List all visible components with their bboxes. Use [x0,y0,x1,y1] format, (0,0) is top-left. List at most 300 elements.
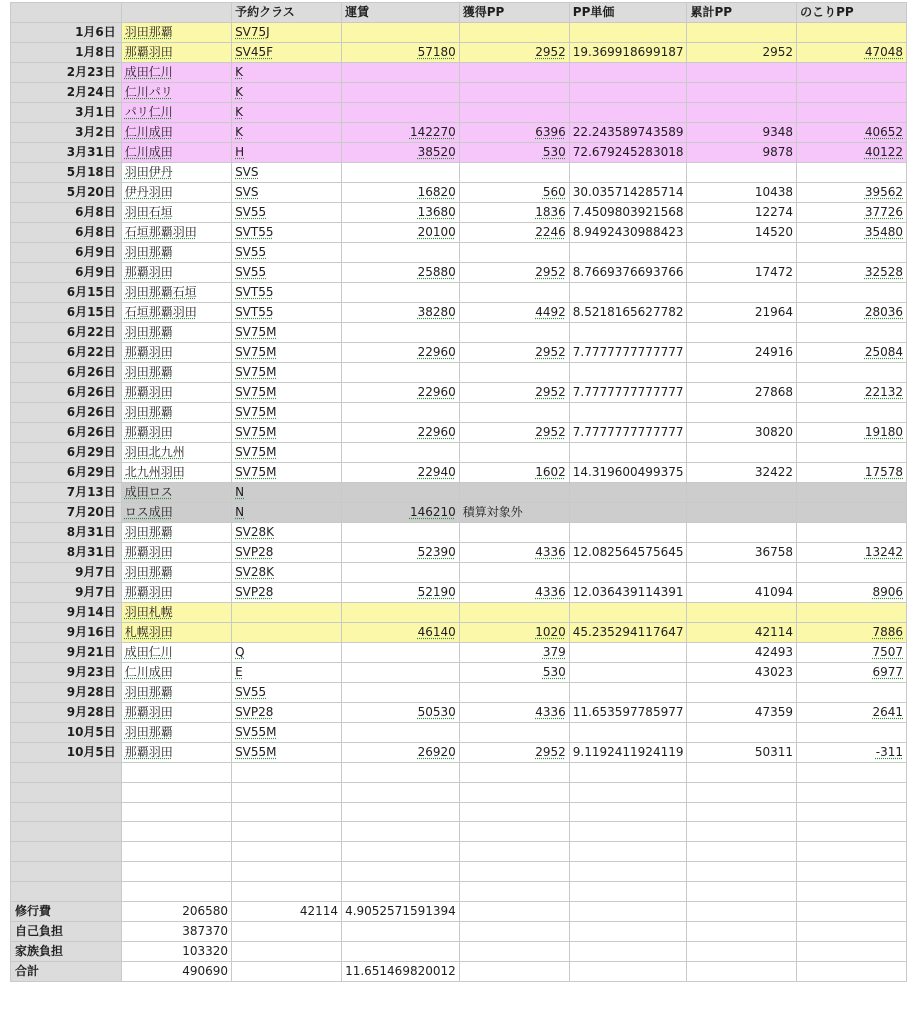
remaining-pp-cell[interactable]: -311 [797,743,907,763]
empty-cell[interactable] [342,782,460,802]
empty-cell[interactable] [232,802,342,822]
date-cell[interactable]: 2月23日 [11,63,122,83]
pp-cell[interactable]: 2952 [459,43,569,63]
pp-unit-cell[interactable]: 30.035714285714 [569,183,687,203]
class-cell[interactable]: SVP28 [232,583,342,603]
route-cell[interactable]: 伊丹羽田 [121,183,231,203]
date-cell[interactable]: 10月5日 [11,743,122,763]
cumulative-pp-cell[interactable] [687,603,797,623]
cumulative-pp-cell[interactable] [687,363,797,383]
remaining-pp-cell[interactable] [797,83,907,103]
date-cell[interactable]: 6月22日 [11,323,122,343]
route-cell[interactable]: 羽田那覇 [121,23,231,43]
empty-cell[interactable] [342,881,460,901]
empty-cell[interactable] [459,941,569,961]
cumulative-pp-cell[interactable]: 50311 [687,743,797,763]
summary-value[interactable] [232,941,342,961]
pp-cell[interactable]: 積算対象外 [459,503,569,523]
fare-cell[interactable] [342,403,460,423]
remaining-pp-cell[interactable]: 35480 [797,223,907,243]
empty-cell[interactable] [687,861,797,881]
empty-cell[interactable] [232,782,342,802]
cumulative-pp-cell[interactable]: 47359 [687,703,797,723]
pp-unit-cell[interactable]: 22.243589743589 [569,123,687,143]
date-cell[interactable]: 10月5日 [11,723,122,743]
cumulative-pp-cell[interactable]: 24916 [687,343,797,363]
pp-unit-cell[interactable]: 7.7777777777777 [569,383,687,403]
fare-cell[interactable]: 13680 [342,203,460,223]
empty-cell[interactable] [232,881,342,901]
date-cell[interactable]: 5月20日 [11,183,122,203]
empty-cell[interactable] [11,842,122,862]
pp-unit-cell[interactable] [569,483,687,503]
pp-cell[interactable]: 4336 [459,543,569,563]
summary-value[interactable]: 490690 [121,961,231,981]
date-cell[interactable]: 7月13日 [11,483,122,503]
pp-cell[interactable]: 2952 [459,263,569,283]
remaining-pp-cell[interactable]: 13242 [797,543,907,563]
class-cell[interactable]: SV55 [232,683,342,703]
date-cell[interactable]: 6月26日 [11,383,122,403]
cumulative-pp-cell[interactable]: 9348 [687,123,797,143]
fare-cell[interactable] [342,603,460,623]
empty-cell[interactable] [569,961,687,981]
empty-cell[interactable] [797,921,907,941]
route-cell[interactable]: 那覇羽田 [121,743,231,763]
cumulative-pp-cell[interactable] [687,83,797,103]
pp-unit-cell[interactable] [569,83,687,103]
remaining-pp-cell[interactable]: 17578 [797,463,907,483]
date-cell[interactable]: 6月8日 [11,203,122,223]
pp-unit-cell[interactable] [569,283,687,303]
pp-unit-cell[interactable] [569,563,687,583]
route-cell[interactable]: 石垣那覇羽田 [121,303,231,323]
empty-cell[interactable] [459,961,569,981]
pp-cell[interactable] [459,243,569,263]
pp-cell[interactable] [459,403,569,423]
remaining-pp-cell[interactable] [797,683,907,703]
cumulative-pp-cell[interactable] [687,103,797,123]
class-cell[interactable]: SV55 [232,203,342,223]
route-cell[interactable]: 羽田那覇石垣 [121,283,231,303]
summary-value[interactable]: 387370 [121,921,231,941]
column-header[interactable] [121,3,231,23]
remaining-pp-cell[interactable] [797,363,907,383]
pp-cell[interactable] [459,63,569,83]
route-cell[interactable]: 羽田石垣 [121,203,231,223]
remaining-pp-cell[interactable]: 47048 [797,43,907,63]
empty-cell[interactable] [569,782,687,802]
column-header[interactable]: 累計PP [687,3,797,23]
summary-value[interactable] [232,921,342,941]
fare-cell[interactable]: 22960 [342,383,460,403]
fare-cell[interactable]: 142270 [342,123,460,143]
pp-cell[interactable] [459,723,569,743]
empty-cell[interactable] [342,763,460,783]
remaining-pp-cell[interactable] [797,23,907,43]
empty-cell[interactable] [687,802,797,822]
empty-cell[interactable] [687,961,797,981]
empty-cell[interactable] [121,802,231,822]
cumulative-pp-cell[interactable]: 36758 [687,543,797,563]
column-header[interactable]: のこりPP [797,3,907,23]
date-cell[interactable]: 3月31日 [11,143,122,163]
empty-cell[interactable] [11,763,122,783]
pp-cell[interactable] [459,603,569,623]
class-cell[interactable] [232,603,342,623]
remaining-pp-cell[interactable] [797,523,907,543]
empty-cell[interactable] [459,763,569,783]
class-cell[interactable]: SVS [232,163,342,183]
class-cell[interactable] [232,623,342,643]
class-cell[interactable]: SVS [232,183,342,203]
class-cell[interactable]: SV75M [232,463,342,483]
summary-value[interactable]: 11.651469820012 [342,961,460,981]
pp-cell[interactable]: 4336 [459,583,569,603]
fare-cell[interactable]: 50530 [342,703,460,723]
cumulative-pp-cell[interactable] [687,283,797,303]
fare-cell[interactable] [342,243,460,263]
date-cell[interactable]: 8月31日 [11,543,122,563]
pp-cell[interactable] [459,483,569,503]
cumulative-pp-cell[interactable]: 43023 [687,663,797,683]
route-cell[interactable]: 羽田札幌 [121,603,231,623]
cumulative-pp-cell[interactable] [687,163,797,183]
pp-cell[interactable] [459,443,569,463]
route-cell[interactable]: 羽田北九州 [121,443,231,463]
pp-unit-cell[interactable] [569,663,687,683]
column-header[interactable] [11,3,122,23]
empty-cell[interactable] [569,861,687,881]
route-cell[interactable]: 札幌羽田 [121,623,231,643]
date-cell[interactable]: 6月15日 [11,283,122,303]
pp-cell[interactable]: 2246 [459,223,569,243]
fare-cell[interactable]: 20100 [342,223,460,243]
pp-unit-cell[interactable] [569,403,687,423]
empty-cell[interactable] [459,842,569,862]
remaining-pp-cell[interactable] [797,563,907,583]
route-cell[interactable]: 仁川成田 [121,143,231,163]
class-cell[interactable]: K [232,123,342,143]
pp-unit-cell[interactable]: 12.082564575645 [569,543,687,563]
pp-unit-cell[interactable] [569,23,687,43]
pp-unit-cell[interactable]: 45.235294117647 [569,623,687,643]
date-cell[interactable]: 6月15日 [11,303,122,323]
date-cell[interactable]: 7月20日 [11,503,122,523]
empty-cell[interactable] [459,782,569,802]
class-cell[interactable]: SV75M [232,443,342,463]
pp-unit-cell[interactable] [569,523,687,543]
pp-unit-cell[interactable] [569,243,687,263]
pp-cell[interactable] [459,23,569,43]
cumulative-pp-cell[interactable]: 14520 [687,223,797,243]
route-cell[interactable]: 成田仁川 [121,63,231,83]
remaining-pp-cell[interactable] [797,243,907,263]
fare-cell[interactable] [342,443,460,463]
remaining-pp-cell[interactable]: 8906 [797,583,907,603]
summary-label[interactable]: 家族負担 [11,941,122,961]
route-cell[interactable]: 那覇羽田 [121,583,231,603]
empty-cell[interactable] [459,822,569,842]
cumulative-pp-cell[interactable]: 12274 [687,203,797,223]
cumulative-pp-cell[interactable]: 10438 [687,183,797,203]
empty-cell[interactable] [459,861,569,881]
empty-cell[interactable] [687,881,797,901]
empty-cell[interactable] [569,842,687,862]
fare-cell[interactable] [342,643,460,663]
empty-cell[interactable] [569,901,687,921]
pp-unit-cell[interactable]: 7.4509803921568 [569,203,687,223]
pp-cell[interactable]: 2952 [459,743,569,763]
pp-unit-cell[interactable] [569,103,687,123]
empty-cell[interactable] [797,842,907,862]
cumulative-pp-cell[interactable] [687,683,797,703]
cumulative-pp-cell[interactable] [687,523,797,543]
pp-unit-cell[interactable]: 12.036439114391 [569,583,687,603]
remaining-pp-cell[interactable]: 19180 [797,423,907,443]
empty-cell[interactable] [797,802,907,822]
class-cell[interactable]: N [232,503,342,523]
empty-cell[interactable] [569,763,687,783]
empty-cell[interactable] [687,941,797,961]
route-cell[interactable]: 北九州羽田 [121,463,231,483]
class-cell[interactable]: SVP28 [232,703,342,723]
class-cell[interactable]: K [232,63,342,83]
class-cell[interactable]: N [232,483,342,503]
pp-cell[interactable]: 2952 [459,423,569,443]
cumulative-pp-cell[interactable] [687,63,797,83]
cumulative-pp-cell[interactable]: 41094 [687,583,797,603]
class-cell[interactable]: SVT55 [232,223,342,243]
date-cell[interactable]: 1月8日 [11,43,122,63]
route-cell[interactable]: 那覇羽田 [121,543,231,563]
class-cell[interactable]: SV28K [232,563,342,583]
date-cell[interactable]: 6月9日 [11,243,122,263]
route-cell[interactable]: 那覇羽田 [121,343,231,363]
pp-cell[interactable] [459,163,569,183]
cumulative-pp-cell[interactable] [687,563,797,583]
pp-cell[interactable] [459,83,569,103]
route-cell[interactable]: 那覇羽田 [121,383,231,403]
cumulative-pp-cell[interactable]: 2952 [687,43,797,63]
date-cell[interactable]: 6月26日 [11,403,122,423]
date-cell[interactable]: 9月23日 [11,663,122,683]
empty-cell[interactable] [797,822,907,842]
class-cell[interactable]: SV75M [232,343,342,363]
empty-cell[interactable] [569,941,687,961]
pp-unit-cell[interactable]: 11.653597785977 [569,703,687,723]
pp-cell[interactable]: 2952 [459,383,569,403]
date-cell[interactable]: 6月22日 [11,343,122,363]
empty-cell[interactable] [687,763,797,783]
fare-cell[interactable]: 52190 [342,583,460,603]
summary-value[interactable]: 103320 [121,941,231,961]
fare-cell[interactable] [342,83,460,103]
fare-cell[interactable]: 16820 [342,183,460,203]
fare-cell[interactable] [342,323,460,343]
class-cell[interactable]: SV28K [232,523,342,543]
fare-cell[interactable]: 22960 [342,343,460,363]
date-cell[interactable]: 1月6日 [11,23,122,43]
empty-cell[interactable] [121,763,231,783]
route-cell[interactable]: 羽田那覇 [121,683,231,703]
route-cell[interactable]: 那覇羽田 [121,263,231,283]
empty-cell[interactable] [232,842,342,862]
class-cell[interactable]: SV75M [232,323,342,343]
empty-cell[interactable] [459,901,569,921]
date-cell[interactable]: 9月21日 [11,643,122,663]
cumulative-pp-cell[interactable] [687,243,797,263]
class-cell[interactable]: SV75M [232,383,342,403]
pp-cell[interactable] [459,283,569,303]
cumulative-pp-cell[interactable] [687,23,797,43]
summary-value[interactable] [342,941,460,961]
date-cell[interactable]: 6月29日 [11,443,122,463]
remaining-pp-cell[interactable] [797,503,907,523]
route-cell[interactable]: 羽田那覇 [121,363,231,383]
fare-cell[interactable]: 146210 [342,503,460,523]
class-cell[interactable]: SV75M [232,363,342,383]
pp-cell[interactable]: 379 [459,643,569,663]
pp-unit-cell[interactable]: 9.1192411924119 [569,743,687,763]
pp-unit-cell[interactable] [569,323,687,343]
date-cell[interactable]: 9月7日 [11,583,122,603]
cumulative-pp-cell[interactable]: 32422 [687,463,797,483]
class-cell[interactable]: SV45F [232,43,342,63]
pp-unit-cell[interactable]: 14.319600499375 [569,463,687,483]
pp-unit-cell[interactable] [569,503,687,523]
summary-value[interactable] [342,921,460,941]
empty-cell[interactable] [459,881,569,901]
remaining-pp-cell[interactable]: 22132 [797,383,907,403]
empty-cell[interactable] [569,921,687,941]
fare-cell[interactable]: 26920 [342,743,460,763]
column-header[interactable]: 予約クラス [232,3,342,23]
summary-value[interactable] [232,961,342,981]
empty-cell[interactable] [11,802,122,822]
fare-cell[interactable] [342,523,460,543]
pp-unit-cell[interactable]: 8.7669376693766 [569,263,687,283]
empty-cell[interactable] [569,881,687,901]
fare-cell[interactable] [342,63,460,83]
cumulative-pp-cell[interactable]: 42493 [687,643,797,663]
fare-cell[interactable]: 25880 [342,263,460,283]
remaining-pp-cell[interactable]: 28036 [797,303,907,323]
route-cell[interactable]: ロス成田 [121,503,231,523]
remaining-pp-cell[interactable]: 25084 [797,343,907,363]
date-cell[interactable]: 2月24日 [11,83,122,103]
remaining-pp-cell[interactable]: 7886 [797,623,907,643]
class-cell[interactable]: SVP28 [232,543,342,563]
pp-cell[interactable]: 530 [459,663,569,683]
class-cell[interactable]: SV75J [232,23,342,43]
date-cell[interactable]: 9月28日 [11,683,122,703]
pp-unit-cell[interactable] [569,163,687,183]
fare-cell[interactable] [342,283,460,303]
date-cell[interactable]: 5月18日 [11,163,122,183]
remaining-pp-cell[interactable]: 2641 [797,703,907,723]
route-cell[interactable]: 羽田那覇 [121,723,231,743]
class-cell[interactable]: Q [232,643,342,663]
date-cell[interactable]: 6月29日 [11,463,122,483]
pp-cell[interactable]: 6396 [459,123,569,143]
cumulative-pp-cell[interactable]: 9878 [687,143,797,163]
summary-label[interactable]: 修行費 [11,901,122,921]
pp-unit-cell[interactable]: 72.679245283018 [569,143,687,163]
pp-cell[interactable] [459,363,569,383]
fare-cell[interactable] [342,483,460,503]
pp-cell[interactable] [459,683,569,703]
empty-cell[interactable] [11,881,122,901]
cumulative-pp-cell[interactable] [687,323,797,343]
cumulative-pp-cell[interactable] [687,723,797,743]
pp-cell[interactable]: 2952 [459,343,569,363]
empty-cell[interactable] [121,842,231,862]
class-cell[interactable]: H [232,143,342,163]
fare-cell[interactable] [342,683,460,703]
empty-cell[interactable] [342,802,460,822]
remaining-pp-cell[interactable] [797,283,907,303]
fare-cell[interactable] [342,563,460,583]
pp-unit-cell[interactable]: 7.7777777777777 [569,343,687,363]
empty-cell[interactable] [569,802,687,822]
pp-cell[interactable]: 1836 [459,203,569,223]
empty-cell[interactable] [797,901,907,921]
fare-cell[interactable]: 22960 [342,423,460,443]
route-cell[interactable]: 羽田那覇 [121,243,231,263]
summary-label[interactable]: 自己負担 [11,921,122,941]
empty-cell[interactable] [797,961,907,981]
empty-cell[interactable] [459,921,569,941]
date-cell[interactable]: 9月7日 [11,563,122,583]
pp-unit-cell[interactable] [569,643,687,663]
route-cell[interactable]: 羽田那覇 [121,563,231,583]
date-cell[interactable]: 8月31日 [11,523,122,543]
class-cell[interactable]: SV75M [232,403,342,423]
pp-cell[interactable] [459,323,569,343]
pp-cell[interactable] [459,523,569,543]
summary-label[interactable]: 合計 [11,961,122,981]
fare-cell[interactable]: 38280 [342,303,460,323]
empty-cell[interactable] [11,861,122,881]
date-cell[interactable]: 6月9日 [11,263,122,283]
fare-cell[interactable]: 38520 [342,143,460,163]
fare-cell[interactable]: 52390 [342,543,460,563]
pp-unit-cell[interactable] [569,603,687,623]
route-cell[interactable]: パリ仁川 [121,103,231,123]
remaining-pp-cell[interactable]: 37726 [797,203,907,223]
empty-cell[interactable] [11,822,122,842]
route-cell[interactable]: 那覇羽田 [121,423,231,443]
summary-value[interactable]: 206580 [121,901,231,921]
pp-unit-cell[interactable] [569,63,687,83]
summary-value[interactable]: 42114 [232,901,342,921]
route-cell[interactable]: 那覇羽田 [121,703,231,723]
remaining-pp-cell[interactable] [797,403,907,423]
column-header[interactable]: 獲得PP [459,3,569,23]
route-cell[interactable]: 成田仁川 [121,643,231,663]
cumulative-pp-cell[interactable] [687,403,797,423]
empty-cell[interactable] [797,763,907,783]
pp-cell[interactable] [459,103,569,123]
empty-cell[interactable] [797,782,907,802]
cumulative-pp-cell[interactable]: 30820 [687,423,797,443]
fare-cell[interactable] [342,723,460,743]
remaining-pp-cell[interactable] [797,163,907,183]
summary-value[interactable]: 4.9052571591394 [342,901,460,921]
remaining-pp-cell[interactable]: 39562 [797,183,907,203]
pp-unit-cell[interactable]: 19.369918699187 [569,43,687,63]
